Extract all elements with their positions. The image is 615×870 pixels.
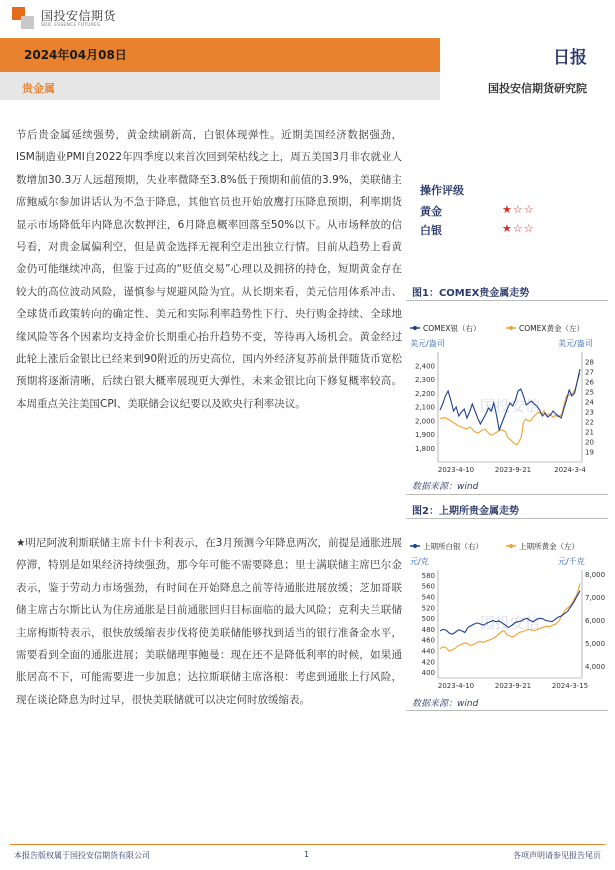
report-date: 2024年04月08日 xyxy=(24,48,127,62)
shfe-y-right-tick-1: 5,000 xyxy=(585,640,606,649)
figure-1-source: 数据来源：wind xyxy=(412,482,479,492)
comex-y-right-tick-0: 19 xyxy=(585,448,594,457)
shfe-y-left-tick-9: 580 xyxy=(421,571,435,580)
comex-y-right-tick-3: 22 xyxy=(585,418,594,427)
shfe-unit-left: 元/克 xyxy=(410,557,429,566)
rating-stars-gold: ★☆☆ xyxy=(502,203,535,216)
rating-row-silver xyxy=(420,222,535,238)
figure-2-title: 图2：上期所贵金属走势 xyxy=(412,506,519,517)
footer-rule xyxy=(10,844,605,845)
comex-y-right-tick-7: 26 xyxy=(585,378,594,387)
comex-x-tick-2: 2024-3-4 xyxy=(554,466,586,474)
footer-page-number: 1 xyxy=(304,850,310,859)
shfe-y-right-tick-4: 8,000 xyxy=(585,571,606,580)
rating-label-silver: 白银 xyxy=(420,224,442,237)
figure-1-bottom-rule xyxy=(406,494,608,495)
shfe-y-left-tick-4: 480 xyxy=(421,625,435,634)
shfe-y-left-tick-1: 420 xyxy=(421,658,435,667)
comex-y-right-tick-9: 28 xyxy=(585,358,594,367)
shfe-legend-right: 上期所白银（右） xyxy=(423,542,483,551)
report-institute: 国投安信期货研究院 xyxy=(488,82,587,95)
rating-stars-silver: ★☆☆ xyxy=(502,222,535,235)
shfe-y-left-tick-6: 520 xyxy=(421,604,435,613)
shfe-y-right-tick-3: 7,000 xyxy=(585,594,606,603)
comex-y-right-tick-4: 23 xyxy=(585,408,594,417)
figure-1-top-rule xyxy=(406,300,608,301)
comex-legend-dot-left xyxy=(509,326,513,330)
news-paragraph: ★明尼阿波利斯联储主席卡什卡利表示，在3月预测今年降息两次，前提是通胀进展停滞，特别是如果经济持续强劲，那今年可能不需要降息；里士满联储主席巴尔金表示，鉴于劳动力市场强劲，有时间在开始降息之前等待通胀进展放缓；芝加哥联储主席古尔斯比认为住房通胀是目前通胀回归目标面临的最大风险；克利夫兰联储主席梅斯特表示，很快放缓缩表步伐将使美联储能够找到适当的银行准备金水平，需要看到全面的通胀进展；美联储理事鲍曼：现在还不是降低利率的时候，如果通胀居高不下，可能需要进一步加息；达拉斯联储主席洛根：考虑到通胀上行风险，现在谈论降息为时过早，很快美联储就可以决定何时放缓缩表。 xyxy=(16,537,402,706)
comex-legend-left: COMEX黄金（左） xyxy=(519,324,584,333)
comex-legend-right: COMEX银（右） xyxy=(423,324,481,333)
shfe-y-left-tick-3: 460 xyxy=(421,636,435,645)
shfe-chart xyxy=(406,520,608,692)
shfe-legend-dot-left xyxy=(509,544,513,548)
figure-2-source: 数据来源：wind xyxy=(412,699,479,709)
shfe-x-tick-2: 2024-3-15 xyxy=(551,682,589,690)
shfe-y-right-tick-2: 6,000 xyxy=(585,617,606,626)
comex-y-right-tick-1: 20 xyxy=(585,438,594,447)
comex-y-right-tick-8: 27 xyxy=(585,368,594,377)
shfe-y-left-tick-7: 540 xyxy=(421,593,435,602)
shfe-y-left-tick-5: 500 xyxy=(421,615,435,624)
rating-label-gold: 黄金 xyxy=(420,205,442,218)
header-band-gray xyxy=(0,72,440,100)
comex-legend-dot-right xyxy=(413,326,417,330)
comex-unit-right: 美元/盎司 xyxy=(558,339,593,348)
comex-y-left-tick-1: 1,900 xyxy=(414,431,435,439)
comex-y-left-tick-2: 2,000 xyxy=(414,417,435,426)
commentary-paragraph: 节后贵金属延续强势，黄金续刷新高，白银体现弹性。近期美国经济数据强劲，ISM制造业PMI自2022年四季度以来首次回到荣枯线之上，周五美国3月非农就业人数增加30.3万人远超预期，失业率微降至3.8%低于预期和前值的3.9%，美联储主席鲍威尔参加讲话认为不急于降息，其他官员也开始放鹰打压降息预期，利率期货显示市场降低年内降息次数押注，6月降息概率回落至50%以下。从市场释放的信号看，对贵金属偏利空，但是黄金选择无视利空走出独立行情。目前从趋势上看黄金仍可能继续冲高，但鉴于过高的“贬值交易”心理以及拥挤的持仓，短期黄金存在较大的高位波动风险，谨慎参与规避风险为宜。从长期来看，美元信用体系冲击、全球货币政策转向的确定性、美元和实际利率趋势性下行、央行购金持续、全球地缘风险等各个因素均支持金价长期重心抬升趋势不变，等待再入场机会。黄金经过此轮上涨后金银比已经来到90附近的历史高位，国内外经济复苏前景伴随货币宽松预期将逐渐清晰，后续白银大概率展现更大弹性，未来金银比向下修复概率较高。本周重点关注美国CPI、美联储会议纪要以及欧央行利率决议。 xyxy=(16,129,402,410)
logo-name-en: SDIC ESSENCE FUTURES xyxy=(41,22,101,28)
comex-y-left-tick-5: 2,300 xyxy=(414,376,435,384)
footer-copyright: 本报告版权属于国投安信期货有限公司 xyxy=(14,851,150,860)
shfe-y-left-tick-8: 560 xyxy=(421,582,435,591)
comex-y-left-tick-6: 2,400 xyxy=(414,362,435,371)
shfe-legend-dot-right xyxy=(413,544,417,548)
figure-2-bottom-rule xyxy=(406,710,608,711)
rating-title: 操作评级 xyxy=(420,184,464,197)
shfe-x-tick-1: 2023-9-21 xyxy=(494,682,532,690)
comex-y-right-tick-6: 25 xyxy=(585,388,594,397)
logo-name-cn: 国投安信期货 xyxy=(41,8,117,23)
comex-y-left-tick-3: 2,100 xyxy=(414,403,435,412)
shfe-unit-right: 元/千克 xyxy=(558,557,585,566)
logo-mark-icon xyxy=(12,7,36,31)
comex-chart xyxy=(406,302,608,476)
shfe-y-left-tick-2: 440 xyxy=(421,647,435,656)
comex-unit-left: 美元/盎司 xyxy=(410,339,445,348)
figure-2-top-rule xyxy=(406,518,608,519)
comex-y-left-tick-0: 1,800 xyxy=(414,444,435,453)
shfe-x-tick-0: 2023-4-10 xyxy=(437,682,475,690)
shfe-legend-left: 上期所黄金（左） xyxy=(519,542,579,551)
report-category: 贵金属 xyxy=(22,82,55,95)
figure-1-title: 图1：COMEX贵金属走势 xyxy=(412,288,530,299)
footer-disclaimer: 各项声明请参见报告尾页 xyxy=(513,851,601,860)
comex-x-tick-1: 2023-9-21 xyxy=(494,466,532,474)
comex-y-left-tick-4: 2,200 xyxy=(414,389,435,398)
comex-y-right-tick-2: 21 xyxy=(585,428,594,437)
company-logo xyxy=(12,6,116,32)
report-type: 日报 xyxy=(553,48,587,68)
comex-watermark: 国投安信 xyxy=(479,397,541,415)
shfe-watermark: 国投安信 xyxy=(479,614,541,632)
comex-y-right-tick-5: 24 xyxy=(585,398,594,407)
rating-row-gold xyxy=(420,203,535,219)
shfe-y-right-tick-0: 4,000 xyxy=(585,663,606,672)
shfe-y-left-tick-0: 400 xyxy=(421,669,435,678)
comex-x-tick-0: 2023-4-10 xyxy=(437,466,475,474)
